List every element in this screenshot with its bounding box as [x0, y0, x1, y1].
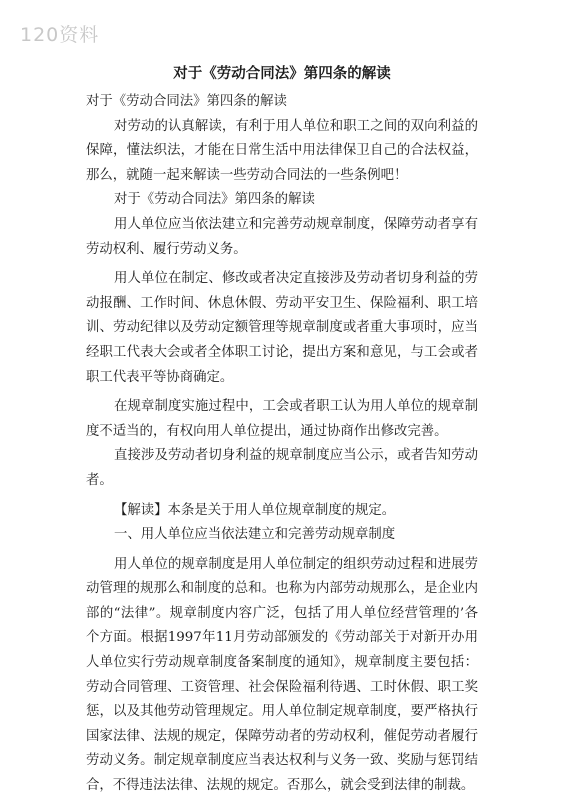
paragraph-subtitle: 对于《劳动合同法》第四条的解读	[86, 94, 287, 109]
paragraph-section-body: 用人单位的规章制度是用人单位制定的组织劳动过程和进展劳动管理的规那么和制度的总和。也称为内部劳动规那么，是企业内部的“法律”。规章制度内容广泛，包括了用人单位经营管理的’各个方面。根据1997年11月劳动部颁发的《劳动部关于对新开办用人单位实行劳动规章制度备案制度的通知》，规章制度主要包括：劳动合同管理、工资管理、社会保险福利待遇、工时休假、职工奖惩，以及其他劳动管理规定。用人单位制定规章制度，要严格执行国家法律、法规的规定，保障劳动者的劳动权利，催促劳动者履行劳动义务。制定规章制度应当表达权利与义务一致、奖励与惩罚结合，不得违法法律、法规的规定。否那么，就会受到法律的制裁。	[86, 556, 478, 794]
paragraph-section-heading: 一、用人单位应当依法建立和完善劳动规章制度	[114, 527, 396, 543]
watermark-logo: 120资料	[20, 24, 100, 46]
paragraph-intro: 对劳动的认真解读，有利于用人单位和职工之间的双向利益的保障，懂法织法，才能在日常生活中用法律保卫自己的合法权益，那么，就随一起来解读一些劳动合同法的一些条例吧！	[86, 118, 478, 183]
document-title: 对于《劳动合同法》第四条的解读	[173, 65, 391, 82]
paragraph-article-3: 在规章制度实施过程中，工会或者职工认为用人单位的规章制度不适当的，有权向用人单位提出，通过协商作出修改完善。	[86, 399, 478, 439]
paragraph-interpretation: 【解读】本条是关于用人单位规章制度的规定。	[114, 502, 396, 518]
document-page	[86, 64, 478, 799]
paragraph-article-4: 直接涉及劳动者切身利益的规章制度应当公示，或者告知劳动者。	[86, 448, 478, 488]
paragraph-article-2: 用人单位在制定、修改或者决定直接涉及劳动者切身利益的劳动报酬、工作时间、休息休假、劳动平安卫生、保险福利、职工培训、劳动纪律以及劳动定额管理等规章制度或者重大事项时，应当经职工代表大会或者全体职工讨论，提出方案和意见，与工会或者职工代表平等协商确定。	[86, 271, 478, 385]
paragraph-heading: 对于《劳动合同法》第四条的解读	[114, 192, 315, 208]
paragraph-article-1: 用人单位应当依法建立和完善劳动规章制度，保障劳动者享有劳动权利、履行劳动义务。	[86, 216, 478, 257]
